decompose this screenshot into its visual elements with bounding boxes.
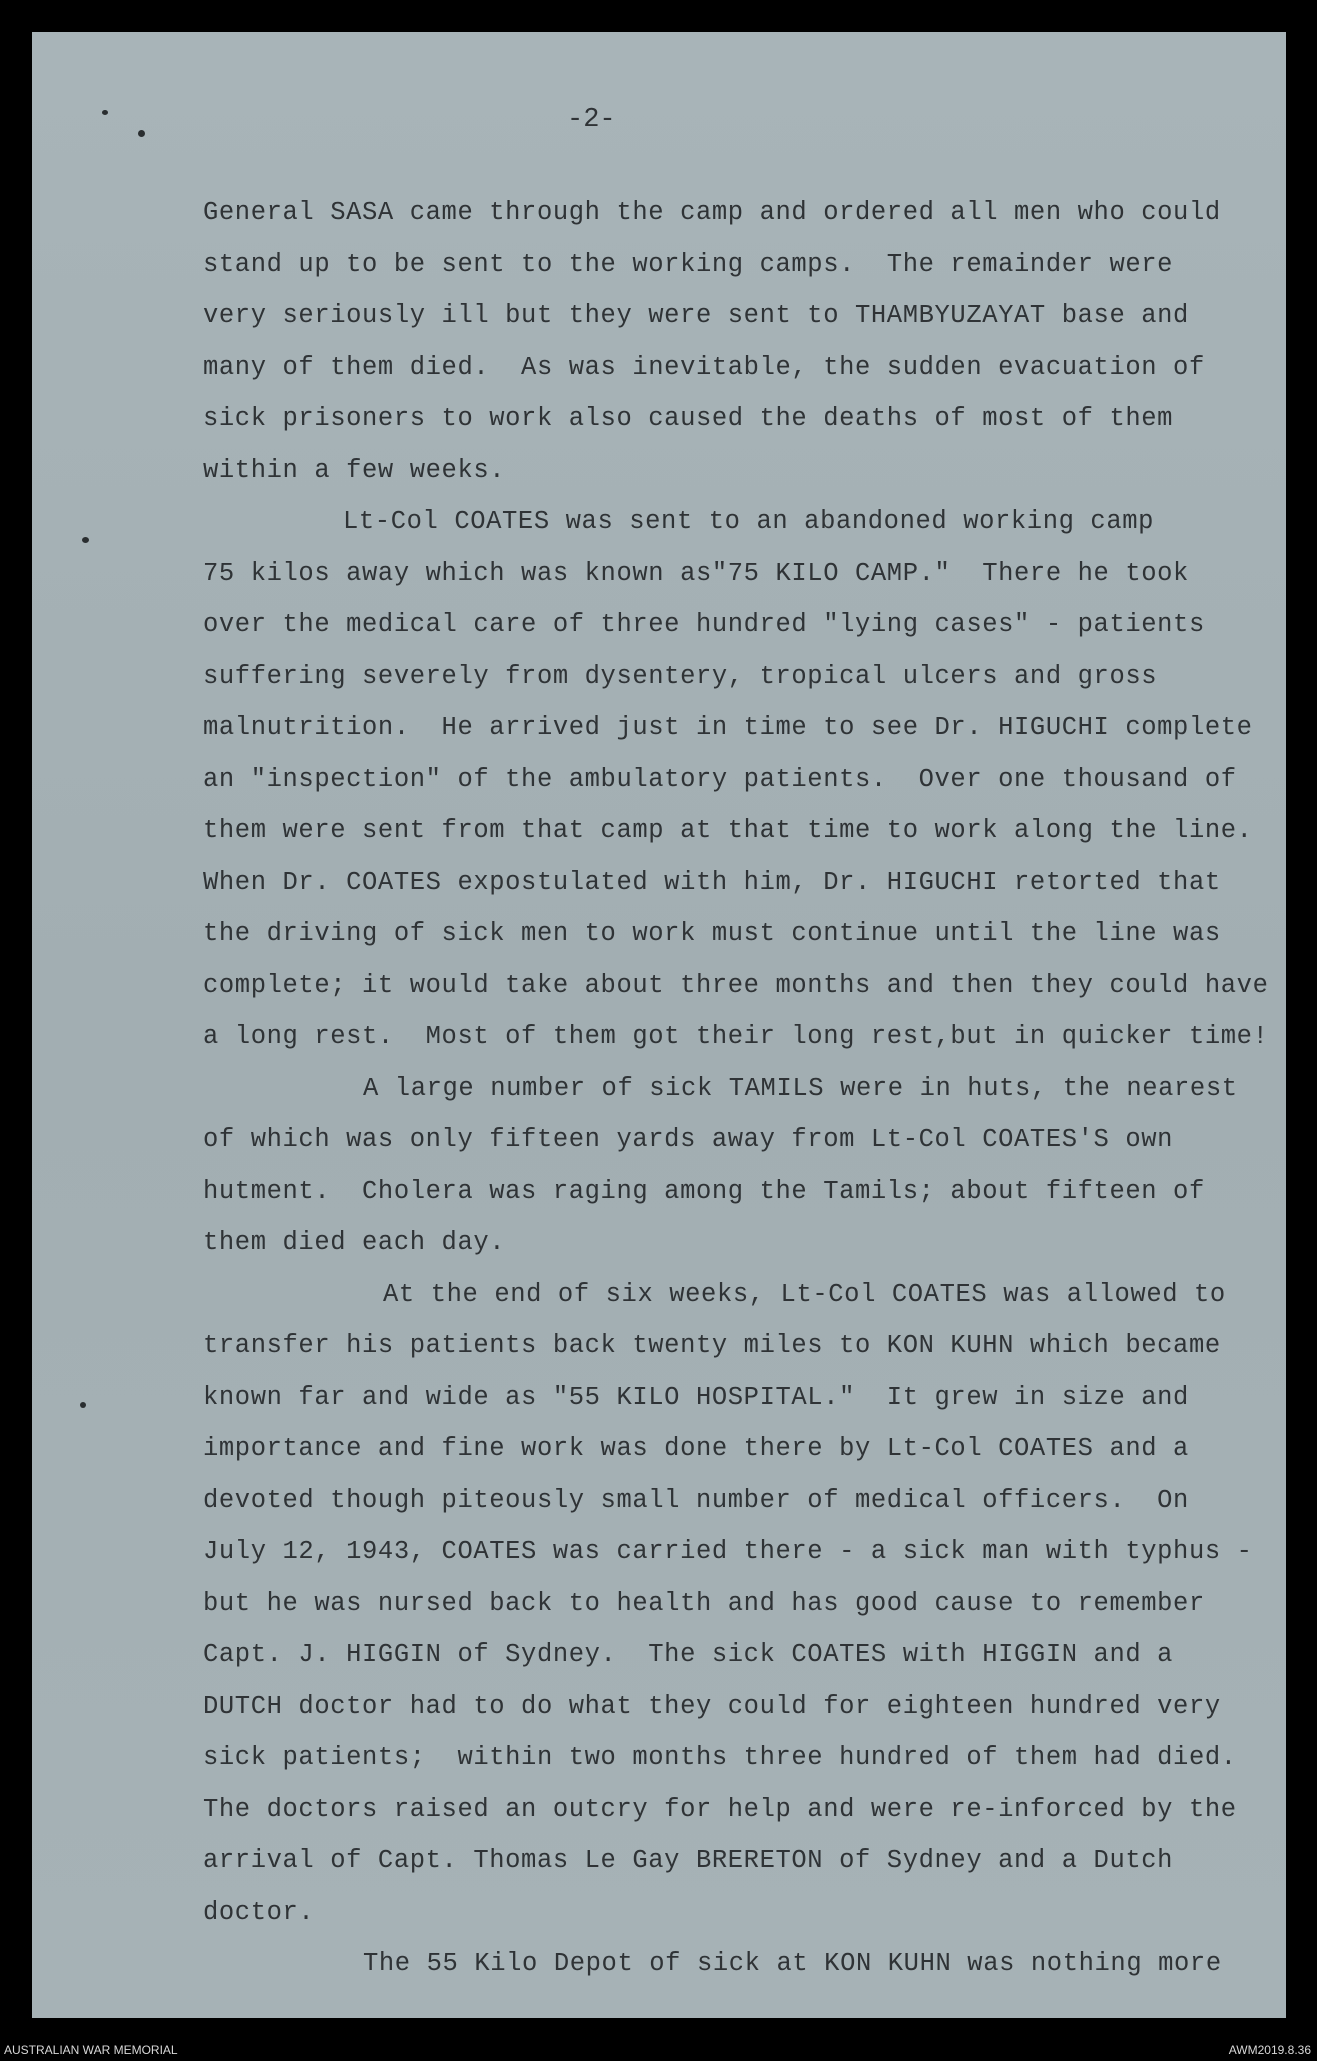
ink-speck: [102, 110, 108, 115]
ink-speck: [82, 537, 89, 543]
text-line: Lt-Col COATES was sent to an abandoned working camp: [343, 507, 1155, 536]
text-line: a long rest. Most of them got their long rest,but in quicker time!: [203, 1022, 1269, 1051]
text-line: hutment. Cholera was raging among the Tamils; about fifteen of: [203, 1176, 1205, 1206]
text-line: the driving of sick men to work must continue until the line was: [203, 919, 1221, 948]
text-line: doctor.: [203, 1897, 315, 1927]
text-line: General SASA came through the camp and ordered all men who could: [203, 198, 1221, 227]
text-line: very seriously ill but they were sent to THAMBYUZAYAT base and: [203, 301, 1189, 330]
text-line: malnutrition. He arrived just in time to see Dr. HIGUCHI complete: [203, 713, 1253, 742]
text-line: At the end of six weeks, Lt-Col COATES was allowed to: [383, 1279, 1226, 1309]
ink-speck: [80, 1402, 86, 1408]
text-line: an "inspection" of the ambulatory patients. Over one thousand of: [203, 764, 1237, 794]
text-line: transfer his patients back twenty miles to KON KUHN which became: [203, 1331, 1221, 1360]
typed-body: [203, 187, 1269, 1990]
page-number: -2-: [567, 105, 616, 135]
text-line: many of them died. As was inevitable, the sudden evacuation of: [203, 352, 1205, 382]
text-line: 75 kilos away which was known as"75 KILO CAMP." There he took: [203, 558, 1189, 588]
text-line: known far and wide as "55 KILO HOSPITAL." It grew in size and: [203, 1382, 1189, 1412]
text-line: sick prisoners to work also caused the deaths of most of them: [203, 404, 1174, 433]
text-line: The 55 Kilo Depot of sick at KON KUHN was nothing more: [363, 1949, 1222, 1978]
footer-accession: AWM2019.8.36: [1228, 2043, 1311, 2057]
text-line: devoted though piteously small number of medical officers. On: [203, 1485, 1189, 1515]
text-line: Capt. J. HIGGIN of Sydney. The sick COATES with HIGGIN and a: [203, 1640, 1174, 1669]
text-line: suffering severely from dysentery, tropical ulcers and gross: [203, 661, 1158, 691]
document-page: [32, 32, 1286, 2018]
text-line: within a few weeks.: [203, 455, 506, 485]
footer-source: AUSTRALIAN WAR MEMORIAL: [4, 2043, 178, 2057]
text-line: them died each day.: [203, 1228, 506, 1257]
text-line: July 12, 1943, COATES was carried there - a sick man with typhus -: [203, 1537, 1253, 1566]
text-line: arrival of Capt. Thomas Le Gay BRERETON of Sydney and a Dutch: [203, 1846, 1174, 1875]
text-line: The doctors raised an outcry for help and were re-inforced by the: [203, 1794, 1237, 1824]
text-line: importance and fine work was done there by Lt-Col COATES and a: [203, 1434, 1189, 1463]
text-line: stand up to be sent to the working camps. The remainder were: [203, 249, 1174, 279]
ink-speck: [138, 130, 145, 137]
text-line: but he was nursed back to health and has good cause to remember: [203, 1588, 1205, 1618]
text-line: over the medical care of three hundred "lying cases" - patients: [203, 610, 1205, 639]
text-line: A large number of sick TAMILS were in huts, the nearest: [363, 1073, 1238, 1103]
text-line: of which was only fifteen yards away from Lt-Col COATES'S own: [203, 1125, 1174, 1154]
text-line: them were sent from that camp at that time to work along the line.: [203, 816, 1253, 845]
text-line: sick patients; within two months three hundred of them had died.: [203, 1743, 1237, 1772]
text-line: complete; it would take about three months and then they could have: [203, 970, 1269, 1000]
text-line: When Dr. COATES expostulated with him, Dr. HIGUCHI retorted that: [203, 867, 1221, 897]
text-line: DUTCH doctor had to do what they could for eighteen hundred very: [203, 1691, 1221, 1721]
